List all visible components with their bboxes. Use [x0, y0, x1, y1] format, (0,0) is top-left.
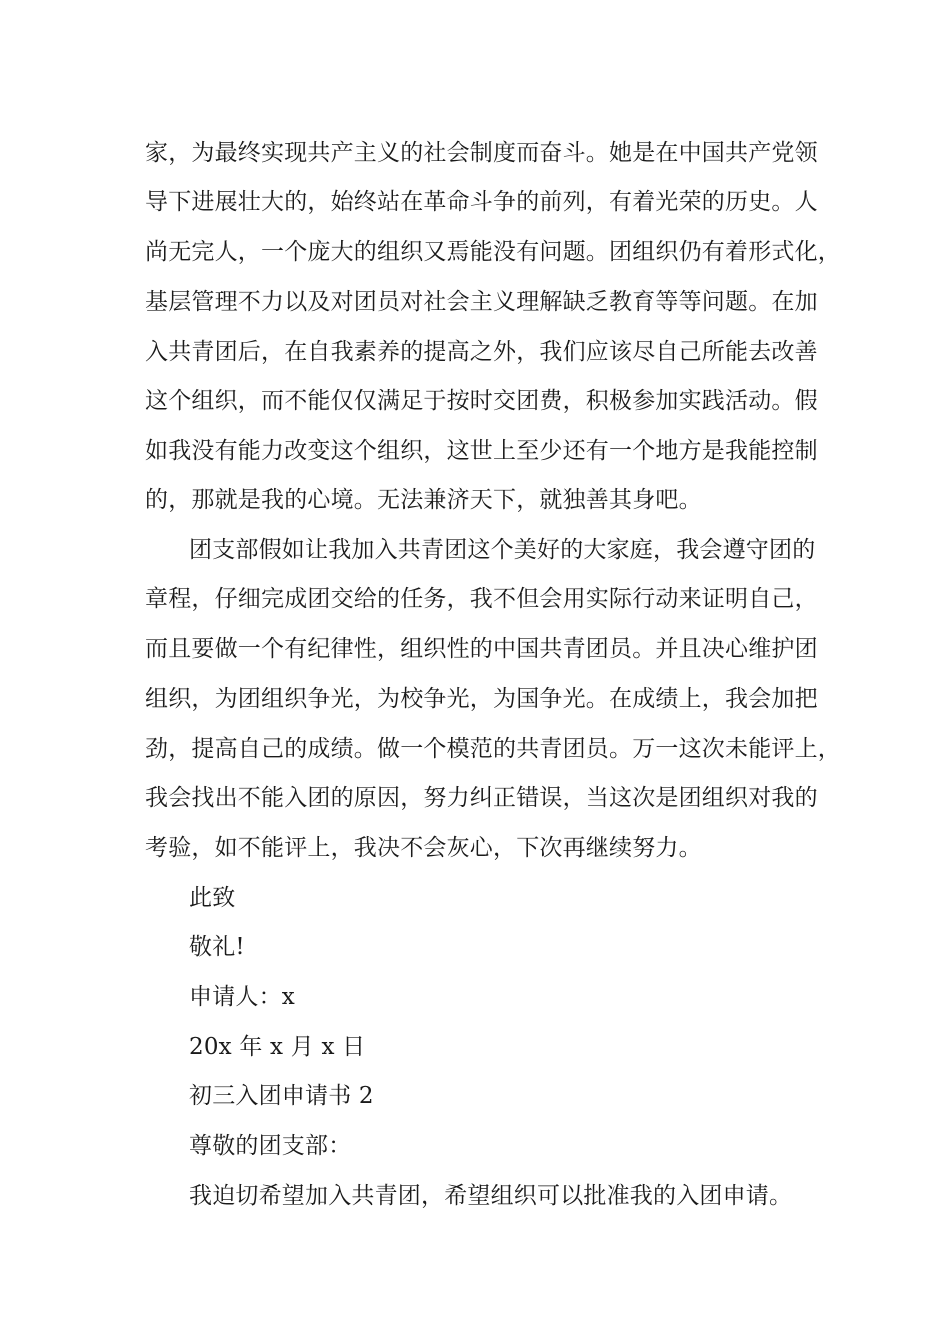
paragraph-line: 考验，如不能评上，我决不会灰心，下次再继续努力。	[145, 835, 702, 861]
paragraph-line: 我会找出不能入团的原因，努力纠正错误，当这次是团组织对我的	[145, 785, 818, 811]
paragraph-line: 家，为最终实现共产主义的社会制度而奋斗。她是在中国共产党领	[145, 140, 818, 166]
closing-text: 此致	[189, 885, 236, 911]
paragraph-line: 组织，为团组织争光，为校争光，为国争光。在成绩上，我会加把	[145, 686, 818, 712]
paragraph-line: 如我没有能力改变这个组织，这世上至少还有一个地方是我能控制	[145, 438, 818, 464]
paragraph-line: 劲，提高自己的成绩。做一个模范的共青团员。万一这次未能评上，	[145, 736, 841, 762]
paragraph-line: 团支部假如让我加入共青团这个美好的大家庭，我会遵守团的	[189, 537, 816, 563]
salute-text: 敬礼!	[189, 934, 245, 960]
paragraph-line: 入共青团后，在自我素养的提高之外，我们应该尽自己所能去改善	[145, 339, 818, 365]
paragraph-line: 的，那就是我的心境。无法兼济天下，就独善其身吧。	[145, 487, 702, 513]
applicant-line: 申请人：x	[189, 984, 295, 1010]
paragraph-line: 导下进展壮大的，始终站在革命斗争的前列，有着光荣的历史。人	[145, 189, 818, 215]
paragraph-line: 这个组织，而不能仅仅满足于按时交团费，积极参加实践活动。假	[145, 388, 818, 414]
paragraph-line: 而且要做一个有纪律性，组织性的中国共青团员。并且决心维护团	[145, 636, 818, 662]
paragraph-line: 基层管理不力以及对团员对社会主义理解缺乏教育等等问题。在加	[145, 289, 818, 315]
paragraph-line: 我迫切希望加入共青团，希望组织可以批准我的入团申请。	[189, 1183, 793, 1209]
greeting-line: 尊敬的团支部：	[189, 1133, 352, 1159]
paragraph-line: 章程，仔细完成团交给的任务，我不但会用实际行动来证明自己，	[145, 586, 818, 612]
date-line: 20x 年 x 月 x 日	[189, 1034, 366, 1060]
paragraph-line: 尚无完人，一个庞大的组织又焉能没有问题。团组织仍有着形式化，	[145, 239, 841, 265]
section-title: 初三入团申请书 2	[189, 1083, 374, 1109]
